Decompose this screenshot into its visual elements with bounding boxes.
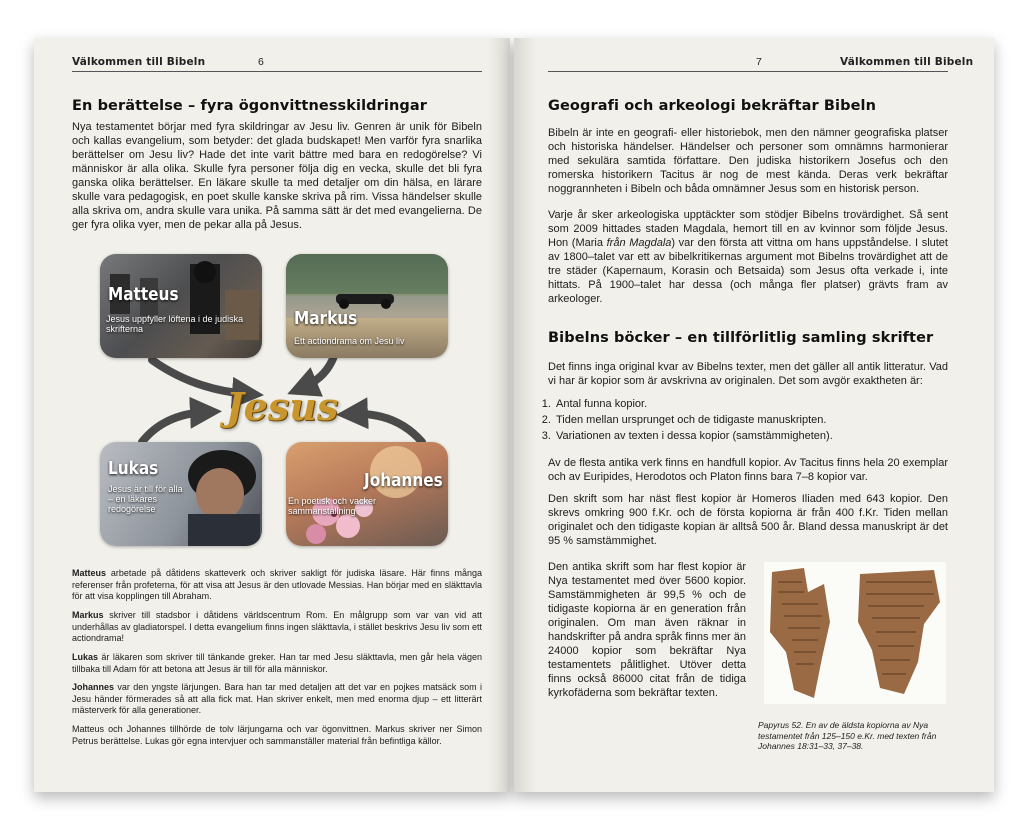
papyrus-caption: Papyrus 52. En av de äldsta kopiorna av Nya testamentet från 125–150 e.Kr. med texten från Johannes 18:31–33, 37–38. [758, 720, 937, 751]
gospel-name: Matteus [72, 568, 107, 578]
arrow-lukas [142, 412, 206, 442]
card-name: Matteus [108, 284, 179, 305]
new-testament-paragraph: Den antika skrift som har flest kopior är Nya testamentet med över 5600 kopior. Samstämmigheten är 99,5 % och de tidigaste kopiorna är en generation från originalen. Om man även räknar in handskrifter på andra språk finns mer än 24000 kopior som bekräftar Nya testamentets pålitlighet. Utöver detta finns också 86000 citat från de tidiga kyrkofäderna som bekräftar texten. [548, 561, 746, 699]
iliad-paragraph: Den skrift som har näst flest kopior är Homeros Iliaden med 643 kopior. Den skrevs omkring 900 f.Kr. och de första kopiorna är från 400 f.Kr. Tiden mellan originalet och den tidigaste kopian är alltså 500 år. Bland dessa manuskript är det 95 % samstämmighet. [548, 493, 948, 547]
manuscripts-paragraph: Det finns inga original kvar av Bibelns texter, men det gäller all antik litteratur. Vad vi har är kopior som är avskrivna av originalen. Det som avgör exaktheten är: [548, 361, 948, 387]
gospel-markus-text [72, 610, 482, 645]
right-page [514, 38, 994, 792]
card-name: Lukas [108, 458, 159, 479]
photo-matteus [100, 254, 262, 358]
intro-paragraph: Nya testamentet börjar med fyra skildringar av Jesu liv. Genren är unik för Bibeln och kallas evangelium, som betyder: det glada budskapet! Men varför fyra snarlika berättelser om Jesu liv? Hade det inte varit bättre med bara en redogörelse? Vi människor är alla olika. Skulle fyra personer följa dig en vecka, skulle det bli fyra ganska olika berättelser. En läkare skulle ta med detaljer om din hälsa, en lärare skulle vara pedagogisk, en poet skulle kanske skriva på rim. Vissa händelser skulle alla skriva om, andra skulle vara unika. På samma sätt är det med evangelierna. De ger fyra olika vyer, men de pekar alla på Jesus. [72, 121, 482, 231]
page-number: 6 [258, 56, 264, 68]
gospel-text: är läkaren som skriver till tänkande greker. Han tar med Jesu släkttavla, men går hela vägen tillbaka till Adam för att betona att Jesus är till för alla människor. [72, 652, 482, 674]
closing-paragraph: Matteus och Johannes tillhörde de tolv lärjungarna och var ögonvittnen. Markus skriver ner Simon Petrus berättelse. Lukas gör egna intervjuer och sammanställer material från befintliga källor. [72, 724, 482, 746]
section-heading: Geografi och arkeologi bekräftar Bibeln [548, 98, 877, 114]
emphasis-text: från Magdala [606, 237, 672, 249]
gospel-text: arbetade på dåtidens skatteverk och skriver sakligt för judiska läsare. Här finns många referenser från profeterna, för att visa att Jesus är den utlovade Messias. Han börjar med en släkttavla för att visa kopplingen till Abraham. [72, 568, 482, 601]
gospel-matteus-text [72, 568, 482, 603]
photo-johannes [286, 442, 448, 546]
section-heading: En berättelse – fyra ögonvittnesskildringar [72, 98, 427, 114]
card-name: Markus [294, 308, 358, 329]
jesus-title: Jesus [225, 384, 339, 429]
gospel-lukas-text [72, 652, 482, 675]
card-description: Jesus uppfyller löftena i de judiska skrifterna [106, 314, 244, 334]
gospel-johannes-text [72, 682, 482, 717]
gospel-name: Markus [72, 610, 104, 620]
card-markus [286, 254, 448, 358]
text-run: ) var den första att vittna om hans uppståndelse. I slutet av 1800–talet var ett av bibelkritikernas argument mot Bibelns trovärdighet att de tre städer (Kapernaum, Korasin och Betsaida) som Jesus ofta verkade i, inte hittats. På 1900–talet har dessa (och många fler platser) grävts fram av arkeologer. [548, 237, 948, 305]
left-page [34, 38, 510, 792]
running-title: Välkommen till Bibeln [72, 56, 206, 68]
card-description: Jesus är till för alla – en läkares redogörelse [108, 484, 183, 514]
list-item: 2. Tiden mellan ursprunget och de tidigaste manuskripten. [554, 412, 964, 428]
card-name: Johannes [364, 470, 443, 491]
header-rule [548, 71, 948, 72]
card-johannes [286, 442, 448, 546]
geography-paragraph: Bibeln är inte en geografi- eller historiebok, men den nämner geografiska platser och historiska händelser. Händelser och personer som omnämns harmonierar med sekulära samtida författare. Den judiska historikern Josefus och den romerska historikern Tacitus är nog de mest kända. Deras verk bekräftar noggrannheten i Bibeln och båda omnämner Jesus som en historisk person. [548, 127, 948, 195]
gospel-name: Lukas [72, 652, 99, 662]
gospel-text: skriver till stadsbor i dåtidens världscentrum Rom. En målgrupp som var van vid att underhållas av gladiatorspel. I detta evangelium finns ingen släkttavla, i stället beskrivs Jesu liv som ett actiondrama! [72, 610, 482, 643]
card-description: Ett actiondrama om Jesu liv [294, 336, 405, 346]
list-item: 3. Variationen av texten i dessa kopior (samstämmigheten). [554, 428, 964, 444]
criteria-list [536, 396, 964, 444]
running-title: Välkommen till Bibeln [840, 56, 974, 68]
archaeology-paragraph [548, 208, 948, 306]
section-heading: Bibelns böcker – en tillförlitlig samling skrifter [548, 330, 934, 346]
card-description: En poetisk och vacker sammanställning [288, 496, 377, 516]
card-matteus [100, 254, 262, 358]
gospel-name: Johannes [72, 682, 115, 692]
gospel-text: var den yngste lärjungen. Bara han tar med detaljen att det var en pojkes matsäck som i Jesu händer förmerades så att alla fick mat. Han skriver enkelt, men med enorma djup – ett litterärt mästerverk för alla generationer. [72, 682, 482, 715]
papyrus-image [764, 562, 946, 704]
page-number: 7 [756, 56, 762, 68]
ancient-works-paragraph: Av de flesta antika verk finns en handfull kopior. Av Tacitus finns hela 20 exemplar och av Euripides, Herodotos och Platon finns bara 7–8 kopior var. [548, 457, 948, 483]
arrow-johannes [352, 414, 422, 442]
text-run: Varje år sker arkeologiska upptäckter som stödjer Bibelns trovärdighet. Så sent som 2009 hittades staden Magdala, hemort till en av kvinnor som följde Jesus. Hon (Maria [548, 209, 948, 249]
card-lukas [100, 442, 262, 546]
papyrus-fragment-icon [764, 562, 946, 704]
list-item: 1. Antal funna kopior. [554, 396, 964, 412]
